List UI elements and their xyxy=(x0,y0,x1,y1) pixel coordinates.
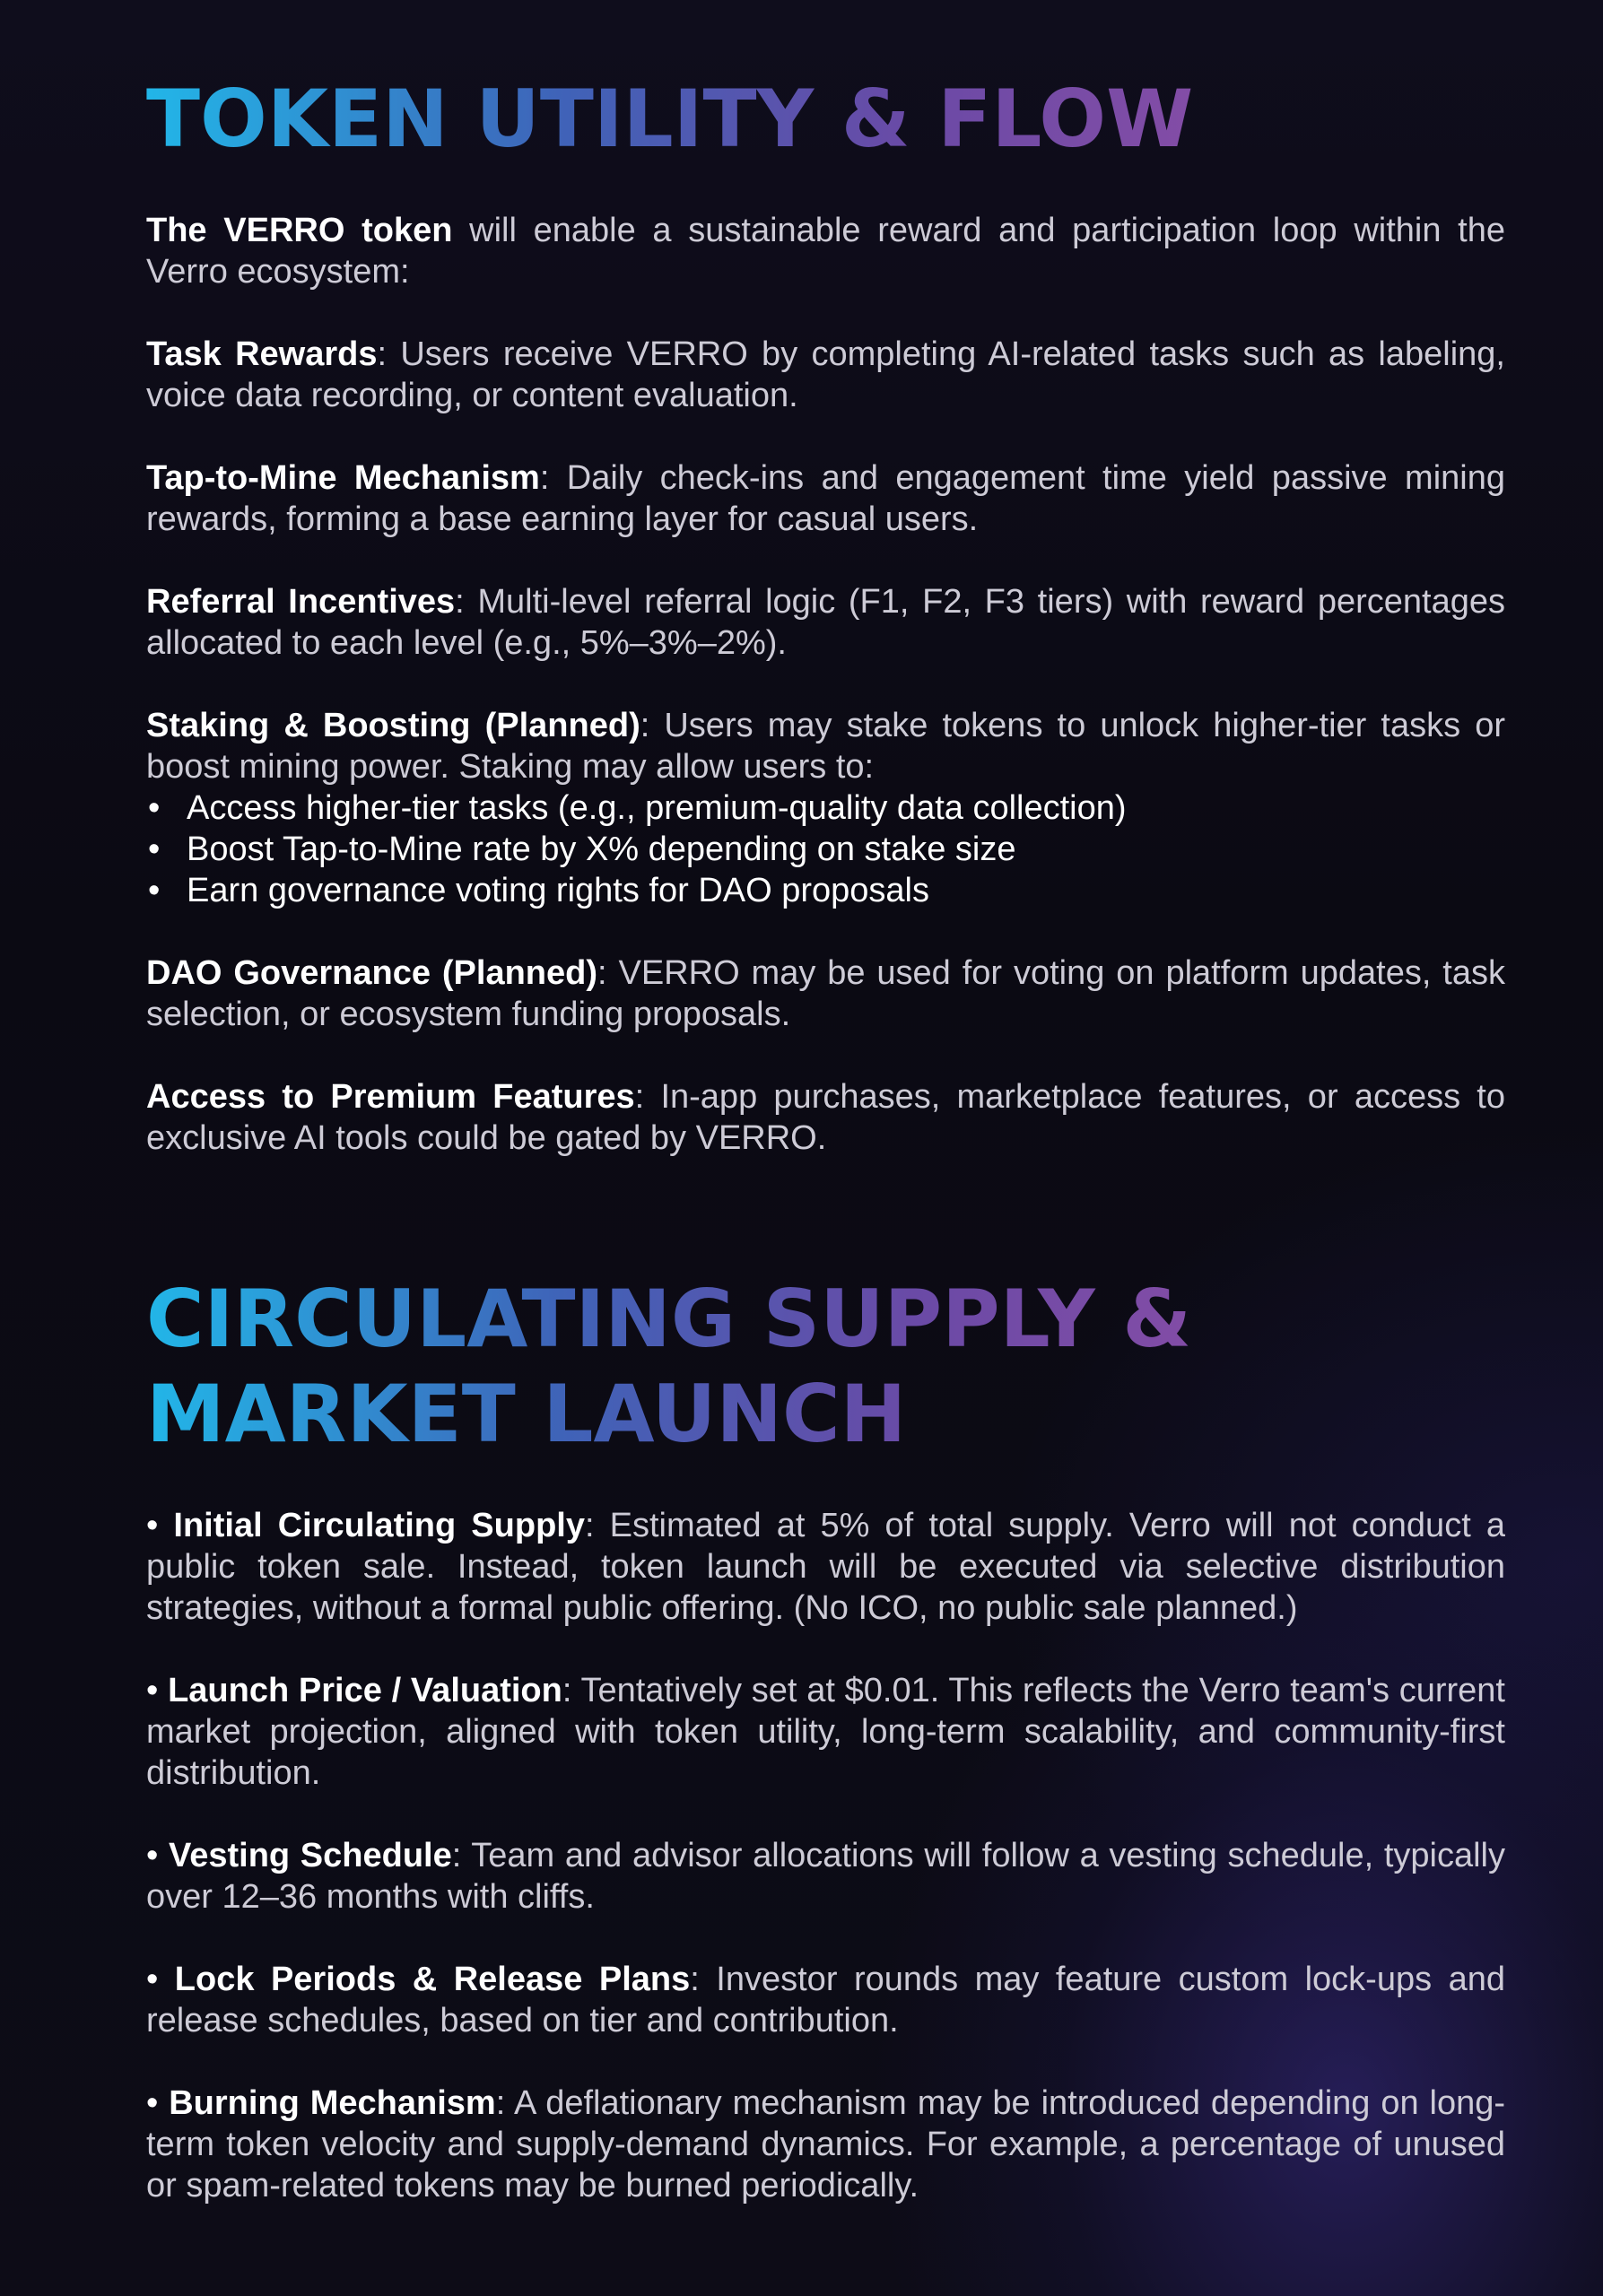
tap-to-mine-text: : Daily check-ins and engagement time yield passive mining rewards, forming a base earning layer for casual users. xyxy=(146,459,1505,538)
list-item: • Access higher-tier tasks (e.g., premium-quality data collection) xyxy=(146,787,1505,829)
paragraph-lock-periods xyxy=(146,1959,1505,2041)
staking-text: : Users may stake tokens to unlock higher-tier tasks or boost mining power. Staking may allow users to: xyxy=(146,707,1505,786)
burning-mechanism-lead: Burning Mechanism xyxy=(169,2084,496,2122)
bullet-symbol: • xyxy=(146,1672,169,1709)
paragraph-tap-to-mine xyxy=(146,457,1505,540)
paragraph-premium-features xyxy=(146,1076,1505,1159)
referral-incentives-lead: Referral Incentives xyxy=(146,583,456,621)
paragraph-launch-price xyxy=(146,1670,1505,1794)
paragraph-vesting-schedule xyxy=(146,1835,1505,1918)
launch-price-text: : Tentatively set at $0.01. This reflects the Verro team's current market projection, aligned with token utility, long-term scalability, and community-first distribution. xyxy=(146,1672,1505,1792)
list-item: • Earn governance voting rights for DAO proposals xyxy=(146,870,1505,911)
staking-intro xyxy=(146,705,1505,787)
section-title-line-2: MARKET LAUNCH xyxy=(146,1368,907,1460)
paragraph-staking-boosting xyxy=(146,705,1505,911)
bullet-symbol: • xyxy=(146,2084,170,2122)
initial-supply-lead: Initial Circulating Supply xyxy=(173,1507,585,1544)
section-title-line-1: CIRCULATING SUPPLY & xyxy=(146,1273,1192,1365)
lock-periods-lead: Lock Periods & Release Plans xyxy=(174,1961,691,1998)
bullet-symbol: • xyxy=(146,1961,175,1998)
launch-price-lead: Launch Price / Valuation xyxy=(168,1672,562,1709)
task-rewards-text: : Users receive VERRO by completing AI-related tasks such as labeling, voice data recording, or content evaluation. xyxy=(146,335,1505,414)
intro-lead: The VERRO token xyxy=(146,212,453,249)
premium-features-lead: Access to Premium Features xyxy=(146,1078,635,1116)
burning-mechanism-text: : A deflationary mechanism may be introduced depending on long-term token velocity and supply-demand dynamics. For example, a percentage of unused or spam-related tokens may be burned periodically. xyxy=(146,2084,1505,2205)
list-item: • Boost Tap-to-Mine rate by X% depending on stake size xyxy=(146,829,1505,870)
tap-to-mine-lead: Tap-to-Mine Mechanism xyxy=(146,459,540,497)
paragraph-task-rewards xyxy=(146,334,1505,416)
section-title-circulating-supply xyxy=(146,1272,1330,1462)
paragraph-burning-mechanism xyxy=(146,2083,1505,2206)
intro-text: will enable a sustainable reward and participation loop within the Verro ecosystem: xyxy=(146,212,1505,291)
bullet-symbol: • xyxy=(146,1507,174,1544)
staking-lead: Staking & Boosting (Planned) xyxy=(146,707,640,744)
paragraph-referral-incentives xyxy=(146,581,1505,664)
paragraph-dao-governance xyxy=(146,952,1505,1035)
document-content xyxy=(146,72,1505,2248)
task-rewards-lead: Task Rewards xyxy=(146,335,378,373)
staking-bullet-list xyxy=(146,787,1505,911)
lock-periods-text: : Investor rounds may feature custom lock-ups and release schedules, based on tier and contribution. xyxy=(146,1961,1505,2039)
dao-governance-text: : VERRO may be used for voting on platform updates, task selection, or ecosystem funding proposals. xyxy=(146,954,1506,1033)
premium-features-text: : In-app purchases, marketplace features, or access to exclusive AI tools could be gated by VERRO. xyxy=(146,1078,1505,1157)
section-title-token-utility: TOKEN UTILITY & FLOW xyxy=(146,72,1321,167)
intro-paragraph xyxy=(146,210,1505,292)
referral-incentives-text: : Multi-level referral logic (F1, F2, F3 tiers) with reward percentages allocated to each level (e.g., 5%–3%–2%). xyxy=(146,583,1505,662)
dao-governance-lead: DAO Governance (Planned) xyxy=(146,954,598,992)
vesting-schedule-text: : Team and advisor allocations will follow a vesting schedule, typically over 12–36 months with cliffs. xyxy=(146,1837,1505,1916)
vesting-schedule-lead: Vesting Schedule xyxy=(168,1837,452,1874)
initial-supply-text: : Estimated at 5% of total supply. Verro will not conduct a public token sale. Instead, token launch will be executed via selective distribution strategies, without a formal public offering. (No ICO, no public sale planned.) xyxy=(146,1507,1505,1627)
bullet-symbol: • xyxy=(146,1837,169,1874)
paragraph-initial-circulating-supply xyxy=(146,1505,1505,1629)
